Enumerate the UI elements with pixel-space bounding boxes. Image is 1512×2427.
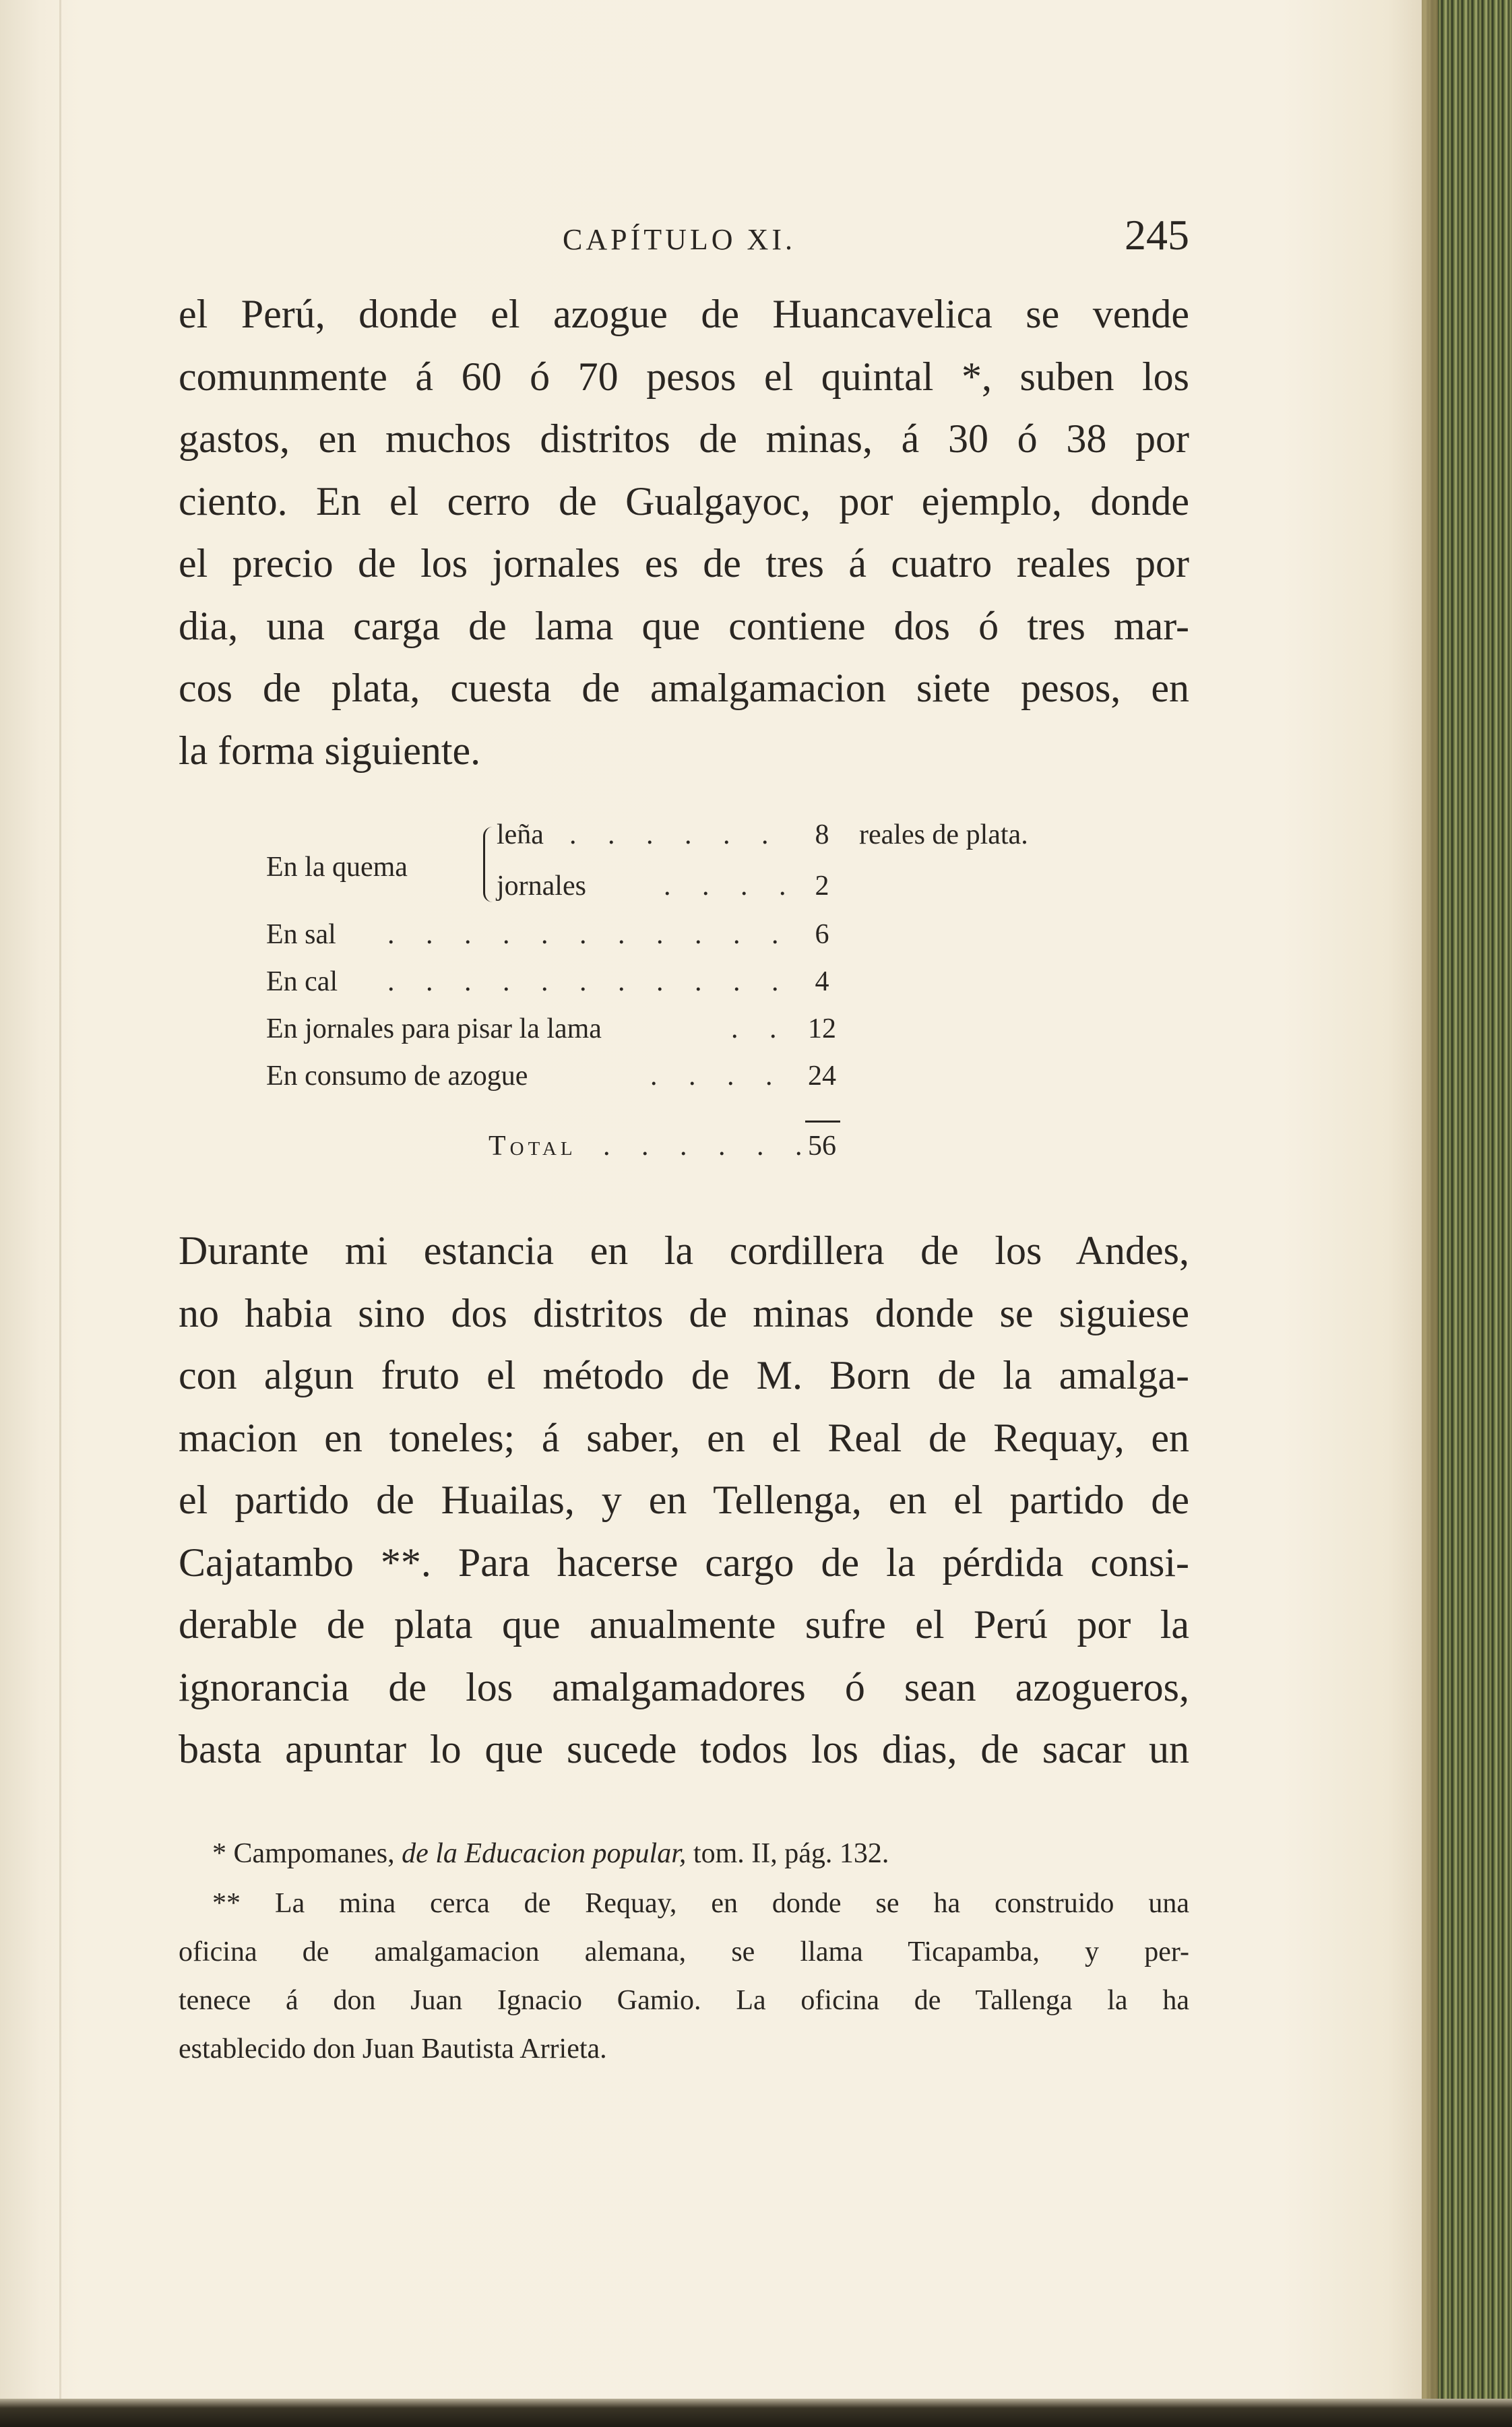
row-label: En consumo de azogue xyxy=(266,1061,528,1092)
footnote-author: Campomanes, xyxy=(233,1838,395,1869)
row-dots: . . . . . . . . . . . xyxy=(387,966,791,997)
row-dots: . . xyxy=(731,1013,789,1044)
row-value: 6 xyxy=(815,919,829,950)
footnotes xyxy=(179,1829,1189,2073)
text-line: con algun fruto el método de M. Born de la amalga- xyxy=(179,1353,1189,1397)
text-line: derable de plata que anualmente sufre el Perú por la xyxy=(179,1602,1189,1647)
footnote-1 xyxy=(179,1829,1189,1878)
text-line: Durante mi estancia en la cordillera de los Andes, xyxy=(179,1228,1189,1273)
brace xyxy=(483,827,493,902)
text-line: el partido de Huailas, y en Tellenga, en el partido de xyxy=(179,1478,1189,1522)
total-dots: . . . . . . xyxy=(603,1131,815,1162)
total-label: Total xyxy=(489,1131,577,1162)
text-line: dia, una carga de lama que contiene dos ó tres mar- xyxy=(179,603,1189,648)
text-line: el precio de los jornales es de tres á cuatro reales por xyxy=(179,541,1189,586)
text-line: ignorancia de los amalgamadores ó sean azogueros, xyxy=(179,1664,1189,1709)
row-dots: . . . . . . . . . . . xyxy=(387,919,791,950)
text-line: gastos, en muchos distritos de minas, á 30 ó 38 por xyxy=(179,416,1189,461)
footnote-line: ** La mina cerca de Requay, en donde se ha construido una xyxy=(212,1888,1189,1919)
gutter-shadow xyxy=(59,0,61,2399)
footnote-work: de la Educacion popular, xyxy=(402,1838,687,1869)
text-line: cos de plata, cuesta de amalgamacion siete pesos, en xyxy=(179,666,1189,710)
footnote-line: tenece á don Juan Ignacio Gamio. La oficina de Tallenga la ha xyxy=(179,1985,1189,2016)
row-dots: . . . . . . xyxy=(569,819,781,850)
footnote-line: oficina de amalgamacion alemana, se llama Ticapamba, y per- xyxy=(179,1936,1189,1967)
paragraph-2 xyxy=(179,1220,1189,1781)
footnote-2 xyxy=(179,1879,1189,2073)
total-value: 56 xyxy=(808,1131,836,1162)
sum-rule xyxy=(805,1121,840,1123)
row-dots: . . . . xyxy=(650,1061,785,1092)
footnote-ref: tom. II, pág. 132. xyxy=(693,1838,889,1869)
row-label: En cal xyxy=(266,966,338,997)
row-value: 4 xyxy=(815,966,829,997)
footnote-line: establecido don Juan Bautista Arrieta. xyxy=(179,2034,607,2064)
group-label: En la quema xyxy=(266,852,408,883)
page-number: 245 xyxy=(1125,211,1189,259)
bottom-edge xyxy=(0,2399,1512,2427)
row-value: 2 xyxy=(815,871,829,902)
chapter-title: CAPÍTULO XI. xyxy=(563,223,796,256)
text-line: basta apuntar lo que sucede todos los dias, de sacar un xyxy=(179,1727,1189,1771)
row-value: 8 xyxy=(815,819,829,850)
text-line: no habia sino dos distritos de minas donde se siguiese xyxy=(179,1290,1189,1335)
row-dots: . . . . xyxy=(664,871,798,902)
text-line: comunmente á 60 ó 70 pesos el quintal *, suben los xyxy=(179,354,1189,399)
row-value: 24 xyxy=(808,1061,836,1092)
row-label: leña xyxy=(497,819,544,850)
row-value: 12 xyxy=(808,1013,836,1044)
running-header xyxy=(179,210,1189,271)
row-unit: reales de plata. xyxy=(859,819,1028,850)
paragraph-1 xyxy=(179,283,1189,782)
row-label: En sal xyxy=(266,919,336,950)
row-label: jornales xyxy=(497,871,586,902)
text-line: ciento. En el cerro de Gualgayoc, por ejemplo, donde xyxy=(179,478,1189,524)
row-label: En jornales para pisar la lama xyxy=(266,1013,602,1044)
text-line: Cajatambo **. Para hacerse cargo de la pérdida consi- xyxy=(179,1540,1189,1585)
footnote-marker: * xyxy=(212,1838,226,1869)
text-line: el Perú, donde el azogue de Huancavelica se vende xyxy=(179,292,1189,336)
text-line: macion en toneles; á saber, en el Real de Requay, en xyxy=(179,1415,1189,1460)
page-edge-shadow xyxy=(1422,0,1438,2427)
text-line: la forma siguiente. xyxy=(179,728,481,773)
